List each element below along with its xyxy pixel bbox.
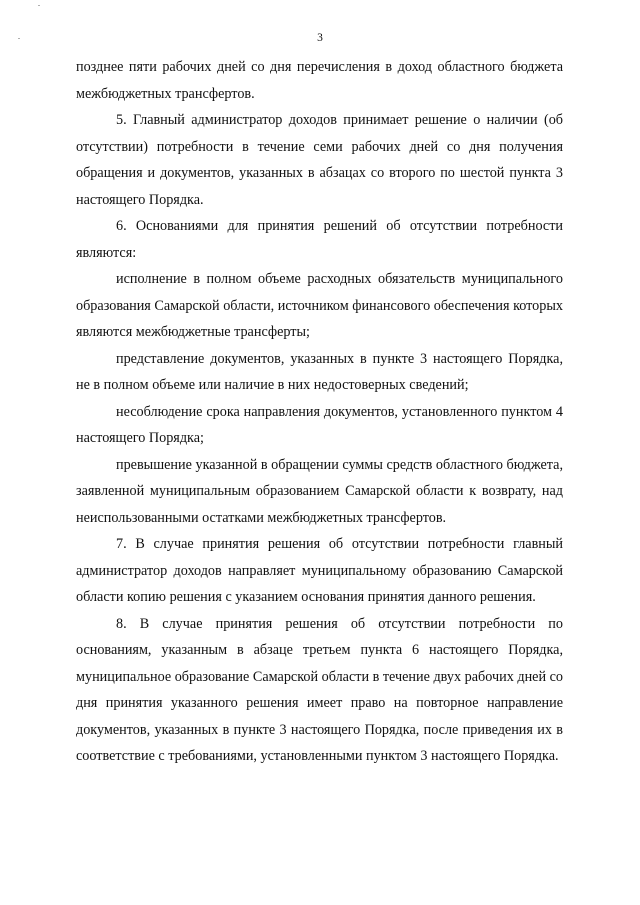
page-number: 3 <box>317 32 323 44</box>
document-body <box>76 54 563 770</box>
paragraph-continuation: позднее пяти рабочих дней со дня перечисления в доход областного бюджета межбюджетных трансфертов. <box>76 59 563 102</box>
paragraph-clause-6: 6. Основаниями для принятия решений об отсутствии потребности являются: <box>76 218 563 261</box>
paragraph-clause-6-item-4: превышение указанной в обращении суммы средств областного бюджета, заявленной муниципальным образованием Самарской области к возврату, над неиспользованными остатками межбюджетных трансфертов. <box>76 456 563 526</box>
paragraph-clause-8: 8. В случае принятия решения об отсутствии потребности по основаниям, указанным в абзаце третьем пункта 6 настоящего Порядка, муниципальное образование Самарской области в течение двух рабочих дней со дня принятия указанного решения имеет право на повторное направление документов, указанных в пункте 3 настоящего Порядка, после приведения их в соответствие с требованиями, установленными пунктом 3 настоящего Порядка. <box>76 615 563 764</box>
paragraph-clause-7: 7. В случае принятия решения об отсутствии потребности главный администратор доходов направляет муниципальному образованию Самарской области копию решения с указанием основания принятия данного решения. <box>76 536 563 605</box>
paragraph-clause-5: 5. Главный администратор доходов принимает решение о наличии (об отсутствии) потребности в течение семи рабочих дней со дня получения обращения и документов, указанных в абзацах со второго по шестой пункта 3 настоящего Порядка. <box>76 112 563 208</box>
paragraph-clause-6-item-1: исполнение в полном объеме расходных обязательств муниципального образования Самарской области, источником финансового обеспечения которых являются межбюджетные трансферты; <box>76 271 563 340</box>
scan-speck <box>38 5 40 6</box>
paragraph-clause-6-item-3: несоблюдение срока направления документов, установленного пунктом 4 настоящего Порядка; <box>76 403 563 446</box>
paragraph-clause-6-item-2: представление документов, указанных в пункте 3 настоящего Порядка, не в полном объеме или наличие в них недостоверных сведений; <box>76 350 563 393</box>
